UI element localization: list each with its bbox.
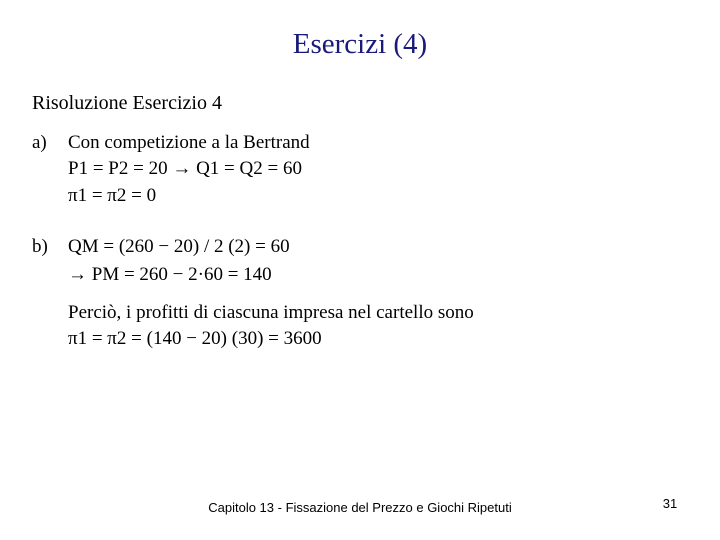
section-a-equation-2: π1 = π2 = 0 xyxy=(68,185,157,206)
section-b-equation-1: QM = (260 − 20) / 2 (2) = 60 xyxy=(68,236,290,257)
section-b-marker: b) xyxy=(32,236,48,257)
section-b-equation-2: → PM = 260 − 2·60 = 140 xyxy=(68,264,272,285)
page-number: 31 xyxy=(662,496,678,511)
slide-title: Esercizi (4) xyxy=(292,28,428,60)
section-a-marker: a) xyxy=(32,132,47,153)
section-a-equation-1: P1 = P2 = 20 → Q1 = Q2 = 60 xyxy=(68,158,302,179)
section-a-heading: Con competizione a la Bertrand xyxy=(68,132,310,153)
section-b-conclusion: Perciò, i profitti di ciascuna impresa nel cartello sono xyxy=(68,302,474,323)
section-b-equation-3: π1 = π2 = (140 − 20) (30) = 3600 xyxy=(68,328,322,349)
slide-subtitle: Risoluzione Esercizio 4 xyxy=(32,92,222,114)
footer-caption: Capitolo 13 - Fissazione del Prezzo e Giochi Ripetuti xyxy=(208,500,512,515)
